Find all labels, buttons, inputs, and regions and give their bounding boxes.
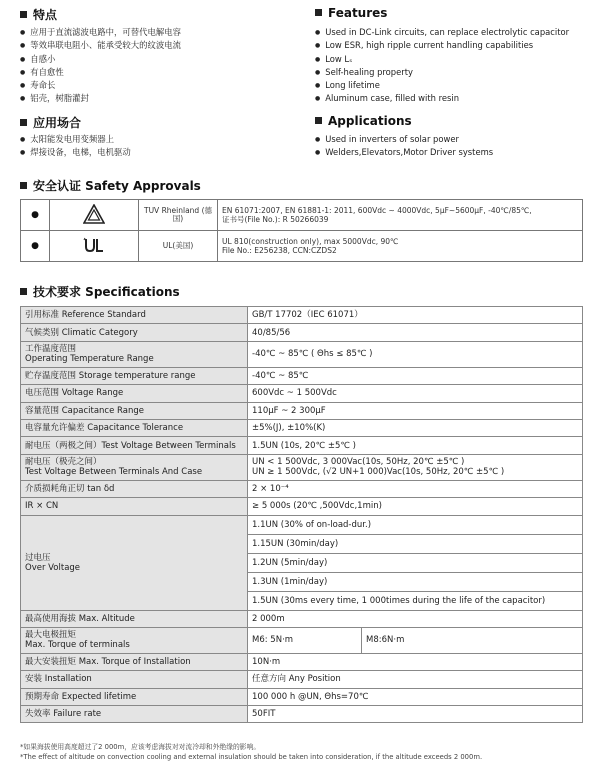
table-row: 引用标准 Reference Standard GB/T 17702（IEC 61071） — [21, 307, 583, 324]
table-row: 1.2UN (5min/day) — [21, 553, 583, 572]
list-item: ● 自感小 — [20, 53, 181, 66]
applications-en-title: Applications — [315, 114, 412, 128]
ul-logo — [50, 231, 139, 262]
table-row: 耐电压（两极之间）Test Voltage Between Terminals 1.5UN (10s, 20℃ ±5℃ ) — [21, 437, 583, 454]
table-row: 最大电极扭矩 Max. Torque of terminals M6: 5N·m M8:6N·m — [21, 627, 583, 653]
ul-cert-desc: UL 810(construction only), max 5000Vdc, 90℃ File No.: E256238, CCN:CZDS2 — [218, 231, 583, 262]
table-row: IR × CN ≥ 5 000s (20℃ ,500Vdc,1min) — [21, 498, 583, 515]
square-bullet-icon — [20, 11, 27, 18]
table-row: 预期寿命 Expected lifetime 100 000 h @UN, Θhs=70℃ — [21, 688, 583, 705]
table-row: 贮存温度范围 Storage temperature range -40℃ ~ 85℃ — [21, 367, 583, 384]
features-en-list — [315, 26, 569, 106]
tuv-cert-name: TUV Rheinland (德国) — [139, 200, 218, 231]
table-row: 电容量允许偏差 Capacitance Tolerance ±5%(J), ±10%(K) — [21, 419, 583, 436]
specs-table — [20, 306, 583, 723]
table-row: 气候类别 Climatic Category 40/85/56 — [21, 324, 583, 341]
table-row: 1.5UN (30ms every time, 1 000times during the life of the capacitor) — [21, 591, 583, 610]
note-cn: *如果海拔使用高度超过了2 000m，应该考虑海拔对对流冷却和外绝缘的影响。 — [20, 743, 261, 751]
dot-icon: ● — [21, 231, 50, 262]
table-row: 过电压 Over Voltage 1.1UN (30% of on-load-dur.) — [21, 515, 583, 534]
ul-mark-icon — [83, 237, 105, 253]
table-row: 容量范围 Capacitance Range 110μF ~ 2 300μF — [21, 402, 583, 419]
list-item: ● 应用于直流滤波电路中，可替代电解电容 — [20, 26, 181, 39]
applications-cn-title: 应用场合 — [20, 114, 81, 131]
dot-icon: ● — [21, 200, 50, 231]
list-item: ● Self-healing property — [315, 66, 569, 79]
table-row: 安装 Installation 任意方向 Any Position — [21, 671, 583, 688]
list-item: ● 焊接设备，电梯，电机驱动 — [20, 146, 131, 159]
safety-table — [20, 199, 583, 262]
list-item: ● Used in DC-Link circuits, can replace electrolytic capacitor — [315, 26, 569, 39]
note-en: *The effect of altitude on convection cooling and external insulation should be taken into consideration, if the altitude exceeds 2 000m. — [20, 753, 483, 761]
table-row: 1.3UN (1min/day) — [21, 572, 583, 591]
square-bullet-icon — [20, 119, 27, 126]
applications-en-list — [315, 133, 493, 160]
table-row: 最高使用海拔 Max. Altitude 2 000m — [21, 610, 583, 627]
table-row: 耐电压（极壳之间） Test Voltage Between Terminals And Case UN < 1 500Vdc, 3 000Vac(10s, 50Hz, 20℃ ±5℃ ) UN ≥ 1 500Vdc, (√2 UN+1 000)Vac(10s, 50Hz, 20℃ ±5℃ ) — [21, 454, 583, 480]
specs-title: 技术要求 Specifications — [20, 283, 180, 300]
safety-title: 安全认证 Safety Approvals — [20, 177, 201, 194]
list-item: ● 太阳能发电用变频器上 — [20, 133, 131, 146]
table-row: 电压范围 Voltage Range 600Vdc ~ 1 500Vdc — [21, 385, 583, 402]
square-bullet-icon — [20, 288, 27, 295]
features-en-title: Features — [315, 6, 387, 20]
list-item: ● Low ESR, high ripple current handling capabilities — [315, 39, 569, 52]
square-bullet-icon — [315, 9, 322, 16]
list-item: ● Aluminum case, filled with resin — [315, 92, 569, 105]
table-row: 失效率 Failure rate 50FIT — [21, 706, 583, 723]
overvoltage-key: 过电压 Over Voltage — [21, 515, 248, 610]
table-row — [21, 200, 583, 231]
list-item: ● 寿命长 — [20, 79, 181, 92]
table-row — [21, 231, 583, 262]
features-cn-list — [20, 26, 181, 106]
square-bullet-icon — [20, 182, 27, 189]
ul-cert-name: UL(美国) — [139, 231, 218, 262]
list-item: ● Used in inverters of solar power — [315, 133, 493, 146]
table-row: 工作温度范围 Operating Temperature Range -40℃ ~ 85℃ ( Θhs ≤ 85℃ ) — [21, 341, 583, 367]
list-item: ● Welders,Elevators,Motor Driver systems — [315, 146, 493, 159]
list-item: ● 有自愈性 — [20, 66, 181, 79]
tuv-triangle-icon — [83, 204, 105, 224]
list-item: ● Long lifetime — [315, 79, 569, 92]
list-item: ● Low Lₛ — [315, 53, 569, 66]
tuv-triangle-logo — [50, 200, 139, 231]
square-bullet-icon — [315, 117, 322, 124]
list-item: ● 铝壳，树脂灌封 — [20, 92, 181, 105]
table-row: 1.15UN (30min/day) — [21, 534, 583, 553]
applications-cn-list — [20, 133, 131, 160]
tuv-cert-desc: EN 61071:2007, EN 61881-1: 2011, 600Vdc ~ 4000Vdc, 5μF~5600μF, -40℃/85℃, 证书号(File No.): R 50266039 — [218, 200, 583, 231]
table-row: 最大安装扭矩 Max. Torque of Installation 10N·m — [21, 653, 583, 670]
features-cn-title: 特点 — [20, 6, 57, 23]
table-row: 介质损耗角正切 tan δd 2 × 10⁻⁴ — [21, 480, 583, 497]
list-item: ● 等效串联电阻小、能承受较大的纹波电流 — [20, 39, 181, 52]
